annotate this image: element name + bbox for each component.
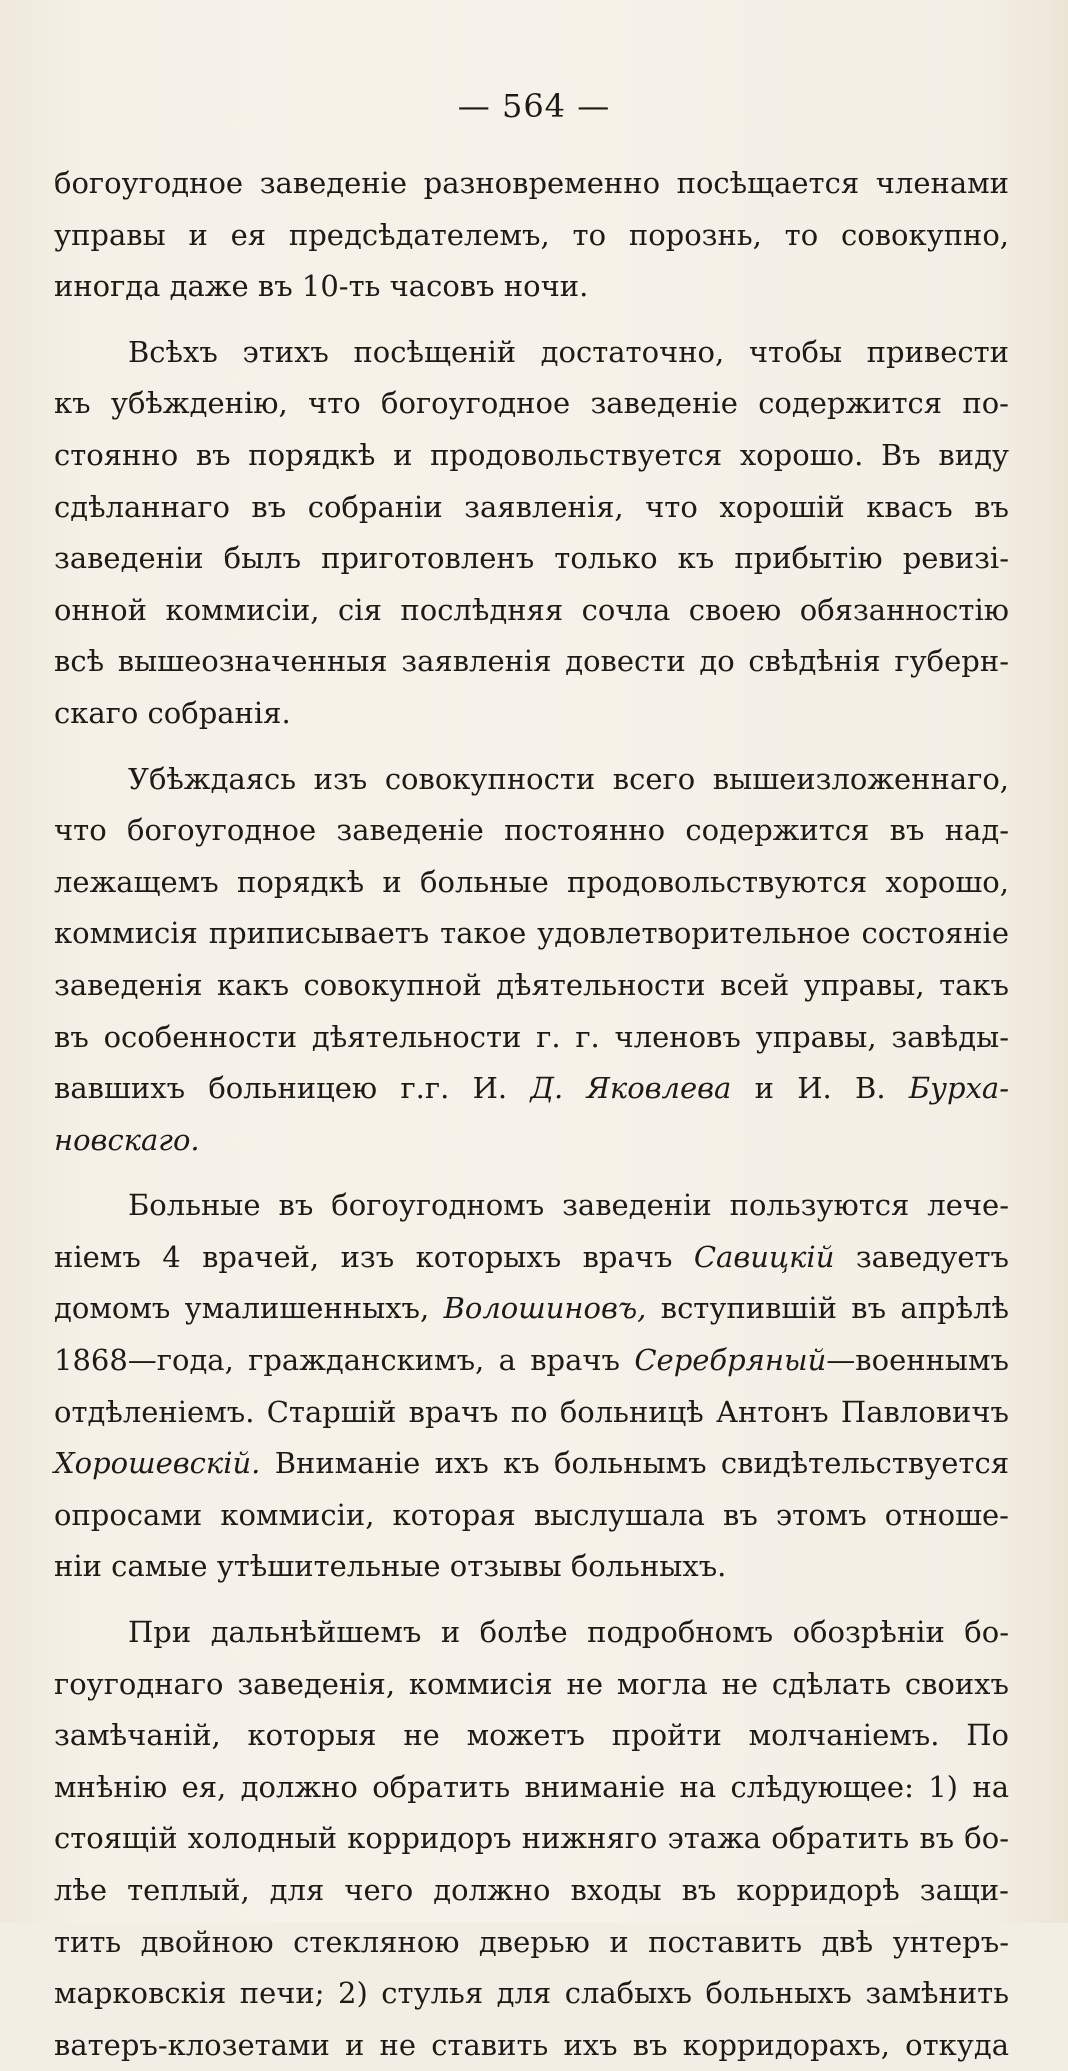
text-line xyxy=(54,1607,1009,1659)
text-line xyxy=(54,1762,1009,1814)
text-segment: стоянно въ порядкѣ и продовольствуется хорошо. Въ виду xyxy=(54,437,1009,472)
text-segment: заведеніи былъ приготовленъ только къ прибытію ревизі- xyxy=(54,541,1009,576)
text-line xyxy=(54,1968,1009,2020)
text-line xyxy=(54,1180,1009,1232)
text-line xyxy=(54,261,1009,313)
text-line xyxy=(54,1335,1009,1387)
page-number: — 564 — xyxy=(457,87,611,125)
text-segment: вавшихъ больницею г.г. И. xyxy=(54,1071,531,1106)
text-line xyxy=(54,1490,1009,1542)
text-segment: заведенія какъ совокупной дѣятельности всей управы, такъ xyxy=(54,967,1009,1002)
text-line xyxy=(54,1813,1009,1865)
text-segment: коммисія приписываетъ такое удовлетворительное состояніе xyxy=(54,916,1009,951)
text-line xyxy=(54,1659,1009,1711)
text-line xyxy=(54,1917,1009,1969)
text-segment: замѣчаній, которыя не можетъ пройти молчаніемъ. По xyxy=(54,1718,1009,1753)
text-segment: Больные въ богоугодномъ заведеніи пользуются лече- xyxy=(128,1188,1009,1223)
text-line xyxy=(54,1063,1009,1115)
text-segment: опросами коммисіи, которая выслушала въ этомъ отноше- xyxy=(54,1497,1009,1532)
text-segment: скаго собранія. xyxy=(54,695,291,730)
text-line xyxy=(54,533,1009,585)
text-line xyxy=(54,1232,1009,1284)
text-line xyxy=(54,1438,1009,1490)
text-line xyxy=(54,1115,1009,1167)
text-line xyxy=(54,805,1009,857)
italic-name: Хорошевскій. xyxy=(54,1446,261,1481)
italic-name: новскаго. xyxy=(54,1122,200,1157)
text-line xyxy=(54,585,1009,637)
text-segment: въ особенности дѣятельности г. г. членовъ управы, завѣды- xyxy=(54,1019,1009,1054)
text-line xyxy=(54,636,1009,688)
text-segment: вступившій въ апрѣлѣ xyxy=(646,1291,1009,1326)
text-line xyxy=(54,210,1009,262)
text-line xyxy=(54,1012,1009,1064)
text-segment: лѣе теплый, для чего должно входы въ корридорѣ защи- xyxy=(54,1873,1009,1907)
text-segment: управы и ея предсѣдателемъ, то порознь, то совокупно, xyxy=(54,217,1009,252)
text-segment: марковскія печи; 2) стулья для слабыхъ больныхъ замѣнить xyxy=(54,1976,1009,2011)
italic-name: Бурха- xyxy=(908,1071,1010,1106)
text-segment: мнѣнію ея, должно обратить вниманіе на слѣдующее: 1) на xyxy=(54,1769,1009,1804)
text-segment: лежащемъ порядкѣ и больные продовольствуются хорошо, xyxy=(54,864,1009,899)
text-line xyxy=(54,688,1009,740)
text-segment: иногда даже въ 10-ть часовъ ночи. xyxy=(54,269,589,304)
text-line xyxy=(54,482,1009,534)
text-line xyxy=(54,158,1009,210)
text-line xyxy=(54,1387,1009,1439)
text-line xyxy=(54,908,1009,960)
text-segment: При дальнѣйшемъ и болѣе подробномъ обозрѣніи бо- xyxy=(128,1615,1009,1650)
text-line xyxy=(54,327,1009,379)
text-segment: —военнымъ xyxy=(826,1343,1009,1378)
text-segment: ніемъ 4 врачей, изъ которыхъ врачъ xyxy=(54,1239,694,1274)
text-segment: ватеръ-клозетами и не ставить ихъ въ корридорахъ, откуда xyxy=(54,2027,1009,2062)
text-segment: Всѣхъ этихъ посѣщеній достаточно, чтобы привести xyxy=(128,334,1009,369)
text-segment: богоугодное заведеніе разновременно посѣщается членами xyxy=(54,166,1009,200)
text-segment: 1868—года, гражданскимъ, а врачъ xyxy=(54,1343,635,1378)
text-line xyxy=(54,754,1009,806)
text-segment: сдѣланнаго въ собраніи заявленія, что хорошій квасъ въ xyxy=(54,489,1009,524)
italic-name: Савицкій xyxy=(693,1239,835,1274)
text-line xyxy=(54,1865,1009,1917)
text-segment: гоугоднаго заведенія, коммисія не могла не сдѣлать своихъ xyxy=(54,1666,1009,1701)
text-line xyxy=(54,378,1009,430)
italic-name: Д. Яковлева xyxy=(530,1071,732,1106)
text-line xyxy=(54,1541,1009,1593)
text-segment: къ убѣжденію, что богоугодное заведеніе содержится по- xyxy=(54,386,1009,421)
text-segment: тить двойною стекляною дверью и поставить двѣ унтеръ- xyxy=(54,1924,1009,1959)
text-line xyxy=(54,430,1009,482)
text-segment: домомъ умалишенныхъ, xyxy=(54,1291,444,1326)
text-segment: стоящій холодный корридоръ нижняго этажа обратить въ бо- xyxy=(54,1821,1009,1856)
text-line xyxy=(54,1283,1009,1335)
text-segment: отдѣленіемъ. Старшій врачъ по больницѣ Антонъ Павловичъ xyxy=(54,1394,1009,1429)
text-segment: всѣ вышеозначенныя заявленія довести до свѣдѣнія губерн- xyxy=(54,644,1009,679)
text-segment: онной коммисіи, сія послѣдняя сочла своею обязанностію xyxy=(54,592,1009,627)
text-line xyxy=(54,857,1009,909)
text-line xyxy=(54,1710,1009,1762)
italic-name: Волошиновъ, xyxy=(443,1291,647,1326)
text-segment: и И. В. xyxy=(731,1071,909,1106)
text-line xyxy=(54,960,1009,1012)
text-line xyxy=(54,2020,1009,2071)
text-segment: Убѣждаясь изъ совокупности всего вышеизложеннаго, xyxy=(128,761,1009,796)
body-text xyxy=(54,158,1009,2071)
text-segment: Вниманіе ихъ къ больнымъ свидѣтельствуется xyxy=(260,1446,1009,1481)
text-segment: что богоугодное заведеніе постоянно содержится въ над- xyxy=(54,813,1009,848)
italic-name: Серебряный xyxy=(634,1343,827,1378)
text-segment: заведуетъ xyxy=(834,1239,1009,1274)
text-segment: ніи самые утѣшительные отзывы больныхъ. xyxy=(54,1549,727,1584)
